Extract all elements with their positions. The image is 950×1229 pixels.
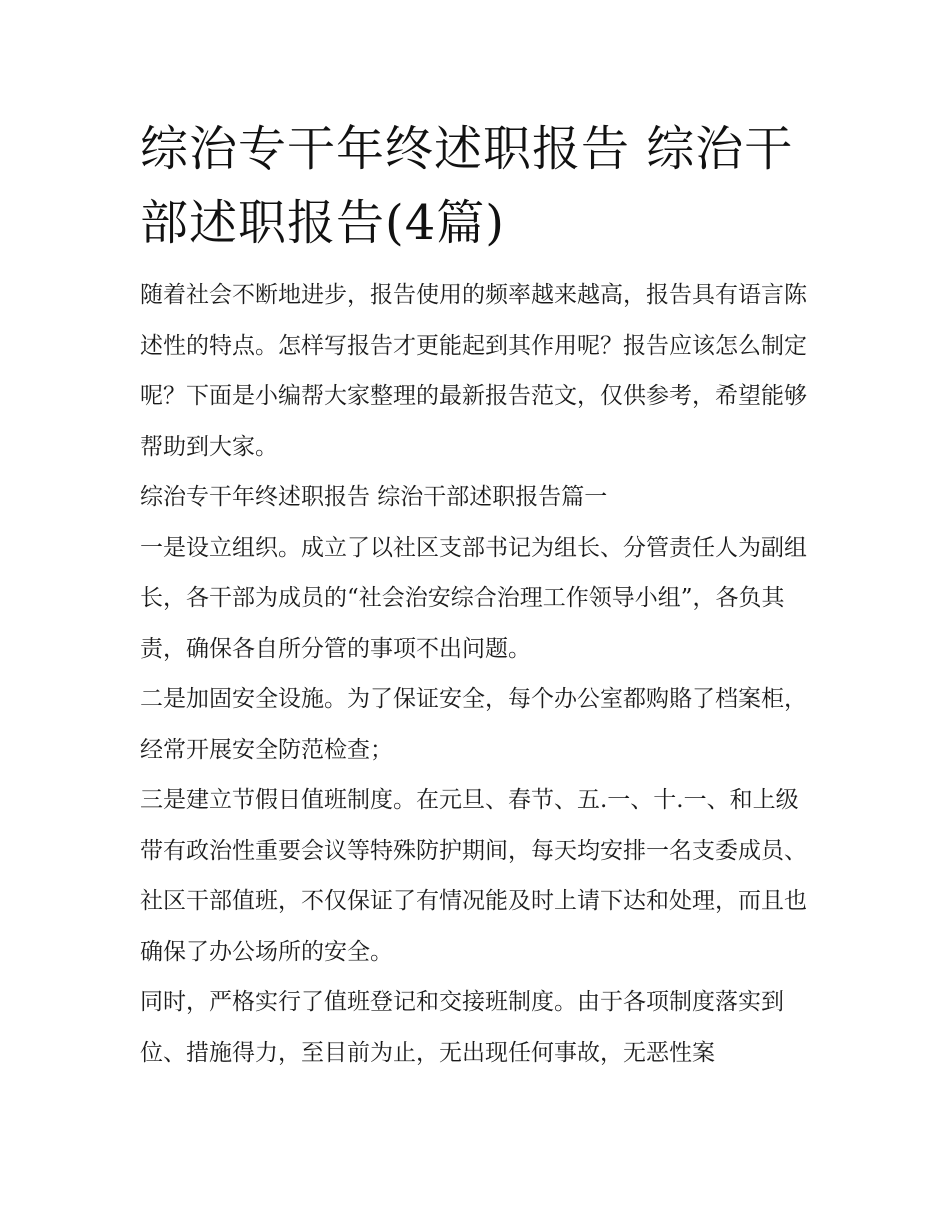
document-body — [140, 270, 820, 1078]
body-paragraph: 一是设立组织。成立了以社区支部书记为组长、分管责任人为副组长，各干部为成员的“社会治安综合治理工作领导小组”，各负其责，确保各自所分管的事项不出问题。 — [140, 534, 807, 662]
document-title: 综治专干年终述职报告 综治干部述职报告(4篇) — [140, 121, 794, 251]
body-paragraph: 三是建立节假日值班制度。在元旦、春节、五.一、十.一、和上级带有政治性重要会议等特殊防护期间，每天均安排一名支委成员、社区干部值班，不仅保证了有情况能及时上请下达和处理，而且也确保了办公场所的安全。 — [140, 787, 807, 965]
body-paragraph: 同时，严格实行了值班登记和交接班制度。由于各项制度落实到位、措施得力，至目前为止，无出现任何事故，无恶性案 — [140, 989, 784, 1066]
body-paragraph: 二是加固安全设施。为了保证安全，每个办公室都购賂了档案柜，经常开展安全防范检查； — [140, 686, 807, 763]
document-page — [140, 112, 820, 1078]
intro-paragraph: 随着社会不断地进步，报告使用的频率越来越高，报告具有语言陈述性的特点。怎样写报告才更能起到其作用呢？报告应该怎么制定呢？下面是小编帮大家整理的最新报告范文，仅供参考，希望能够帮助到大家。 — [140, 282, 807, 460]
section-heading: 综治专干年终述职报告 综治干部述职报告篇一 — [140, 484, 608, 510]
